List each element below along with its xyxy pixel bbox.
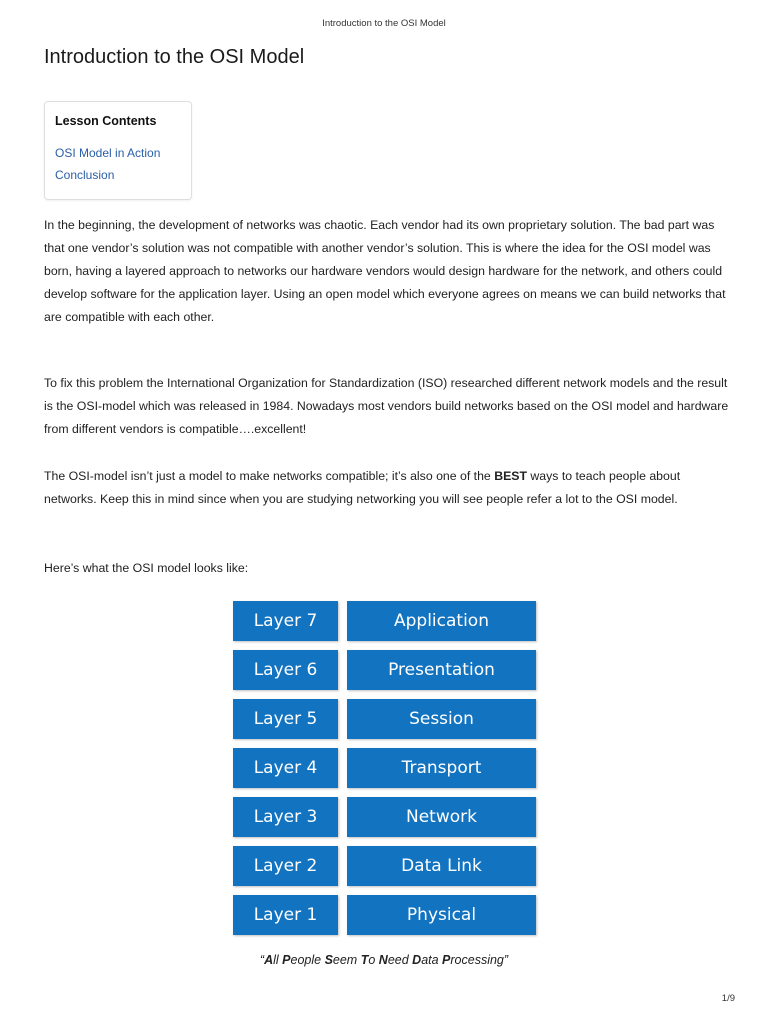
mnemonic-part: “: [259, 953, 265, 967]
lesson-contents-title: Lesson Contents: [55, 114, 157, 128]
diagram-intro-paragraph: Here’s what the OSI model looks like:: [44, 561, 249, 575]
mnemonic-part: ata: [421, 953, 443, 967]
mnemonic-part: ll: [273, 953, 283, 967]
lesson-contents-box: [44, 101, 192, 200]
mnemonic-part: eed: [387, 953, 413, 967]
mnemonic-part: rocessing”: [450, 953, 509, 967]
osi-layer-name: Network: [347, 797, 536, 837]
osi-row-layer-6: [233, 650, 537, 690]
osi-layer-name: Physical: [347, 895, 536, 935]
page-number: 1/9: [721, 993, 735, 1004]
toc-link-osi-model-in-action[interactable]: OSI Model in Action: [55, 146, 161, 160]
osi-row-layer-5: [233, 699, 537, 739]
mnemonic-initial: S: [324, 953, 333, 967]
intro-paragraph: In the beginning, the development of networks was chaotic. Each vendor had its own proprietary solution. The bad part was that one vendor’s solution was not compatible with another vendor’s solution. This is where the idea for the OSI model was born, having a layered approach to networks our hardware vendors would design hardware for the network, and others could develop software for the application layer. Using an open model which everyone agrees on means we can build networks that are compatible with each other.: [44, 218, 726, 324]
mnemonic-initial: P: [282, 953, 291, 967]
osi-layer-number: Layer 6: [233, 650, 338, 690]
osi-row-layer-7: [233, 601, 537, 641]
osi-layer-number: Layer 4: [233, 748, 338, 788]
osi-layer-name: Session: [347, 699, 536, 739]
teaching-text-end: ways to teach people about networks. Keep this in mind since when you are studying networking you will see people refer a lot to the OSI model.: [44, 469, 681, 506]
page-title: Introduction to the OSI Model: [44, 46, 305, 68]
osi-layer-number: Layer 2: [233, 846, 338, 886]
mnemonic-initial: N: [378, 953, 388, 967]
teaching-paragraph: [44, 465, 734, 511]
osi-model-diagram: [233, 601, 537, 935]
osi-layer-name: Data Link: [347, 846, 536, 886]
mnemonic-initial: T: [360, 953, 369, 967]
osi-row-layer-4: [233, 748, 537, 788]
osi-layer-name: Transport: [347, 748, 536, 788]
osi-row-layer-3: [233, 797, 537, 837]
osi-row-layer-2: [233, 846, 537, 886]
osi-layer-number: Layer 1: [233, 895, 338, 935]
mnemonic-initial: A: [264, 953, 274, 967]
osi-layer-number: Layer 5: [233, 699, 338, 739]
mnemonic-initial: D: [412, 953, 422, 967]
toc-link-conclusion[interactable]: Conclusion: [55, 168, 115, 182]
teaching-text-start: The OSI-model isn’t just a model to make networks compatible; it’s also one of the: [44, 469, 495, 483]
osi-row-layer-1: [233, 895, 537, 935]
mnemonic-part: eem: [332, 953, 361, 967]
osi-layer-name: Presentation: [347, 650, 536, 690]
mnemonic-part: eople: [290, 953, 325, 967]
osi-layer-number: Layer 3: [233, 797, 338, 837]
osi-layer-number: Layer 7: [233, 601, 338, 641]
iso-paragraph: To fix this problem the International Organization for Standardization (ISO) researched different network models and the result is the OSI-model which was released in 1984. Nowadays most vendors build networks based on the OSI model and hardware from different vendors is compatible….excellent!: [44, 376, 729, 436]
osi-layer-name: Application: [347, 601, 536, 641]
osi-mnemonic: [0, 953, 768, 967]
mnemonic-part: o: [368, 953, 379, 967]
running-header: Introduction to the OSI Model: [322, 18, 446, 29]
best-emphasis: BEST: [494, 469, 527, 483]
mnemonic-initial: P: [442, 953, 451, 967]
